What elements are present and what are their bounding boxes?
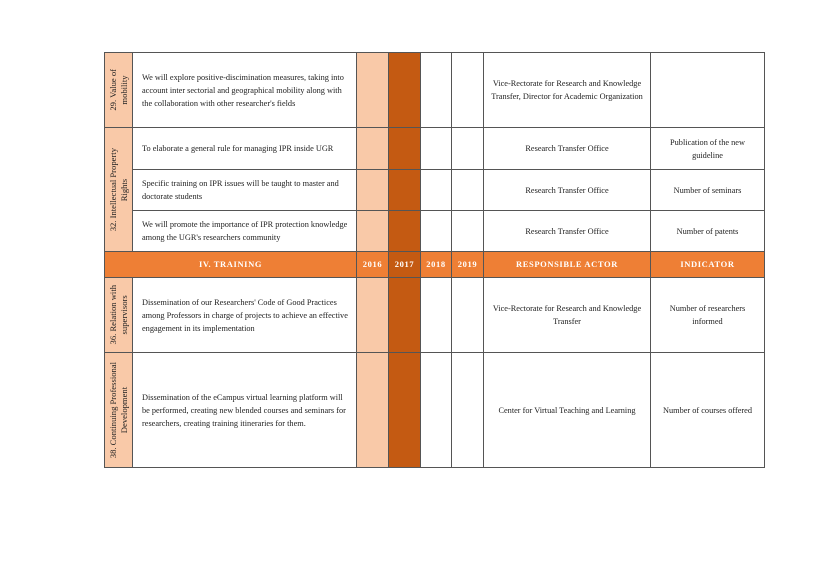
actor-cell: Center for Virtual Teaching and Learning (484, 353, 651, 468)
area-cell (105, 278, 133, 353)
action-plan-table (104, 52, 765, 468)
year-2016-cell (357, 278, 389, 353)
table-row (105, 278, 765, 353)
area-label: 38. Continuing Professional Development (107, 361, 129, 459)
indicator-header: INDICATOR (651, 252, 765, 278)
actor-cell: Research Transfer Office (484, 211, 651, 252)
actor-cell: Research Transfer Office (484, 128, 651, 170)
year-2019-cell (452, 170, 484, 211)
year-2018-cell (421, 53, 452, 128)
year-header-2018: 2018 (421, 252, 452, 278)
area-label: 29. Value of mobility (107, 69, 129, 111)
action-cell: Dissemination of our Researchers' Code of Good Practices among Professors in charge of projects to achieve an effective engagement in its implementation (133, 278, 357, 353)
indicator-cell (651, 53, 765, 128)
year-2016-cell (357, 170, 389, 211)
actor-cell: Vice-Rectorate for Research and Knowledge Transfer, Director for Academic Organization (484, 53, 651, 128)
year-header-2017: 2017 (389, 252, 421, 278)
year-2018-cell (421, 170, 452, 211)
table-row (105, 128, 765, 170)
action-cell: We will promote the importance of IPR protection knowledge among the UGR's researchers community (133, 211, 357, 252)
indicator-cell: Number of courses offered (651, 353, 765, 468)
year-2019-cell (452, 211, 484, 252)
indicator-cell: Number of patents (651, 211, 765, 252)
year-2016-cell (357, 211, 389, 252)
area-cell (105, 128, 133, 252)
year-2016-cell (357, 53, 389, 128)
year-2017-cell (389, 353, 421, 468)
area-label: 32. Intellectual Property Rights (107, 147, 129, 232)
action-cell: We will explore positive-discimination measures, taking into account inter sectorial and geographical mobility along with the collaboration with other researcher's fields (133, 53, 357, 128)
action-cell: Dissemination of the eCampus virtual learning platform will be performed, creating new blended courses and seminars for researchers, creating training itineraries for them. (133, 353, 357, 468)
year-2018-cell (421, 353, 452, 468)
year-2016-cell (357, 353, 389, 468)
year-2019-cell (452, 128, 484, 170)
year-2019-cell (452, 278, 484, 353)
year-2017-cell (389, 128, 421, 170)
table-row (105, 170, 765, 211)
year-2017-cell (389, 53, 421, 128)
year-2017-cell (389, 211, 421, 252)
year-2018-cell (421, 211, 452, 252)
year-header-2019: 2019 (452, 252, 484, 278)
indicator-cell: Publication of the new guideline (651, 128, 765, 170)
year-2019-cell (452, 53, 484, 128)
year-2016-cell (357, 128, 389, 170)
actor-cell: Vice-Rectorate for Research and Knowledge Transfer (484, 278, 651, 353)
actor-header: RESPONSIBLE ACTOR (484, 252, 651, 278)
table-row (105, 211, 765, 252)
section-title: IV. TRAINING (105, 252, 357, 278)
table-row (105, 53, 765, 128)
area-cell (105, 53, 133, 128)
indicator-cell: Number of researchers informed (651, 278, 765, 353)
year-2017-cell (389, 278, 421, 353)
table-row (105, 353, 765, 468)
area-cell (105, 353, 133, 468)
year-2017-cell (389, 170, 421, 211)
section-header-row (105, 252, 765, 278)
year-2019-cell (452, 353, 484, 468)
year-2018-cell (421, 128, 452, 170)
area-label: 36. Relation with supervisors (107, 285, 129, 345)
year-2018-cell (421, 278, 452, 353)
action-cell: To elaborate a general rule for managing IPR inside UGR (133, 128, 357, 170)
action-cell: Specific training on IPR issues will be taught to master and doctorate students (133, 170, 357, 211)
indicator-cell: Number of seminars (651, 170, 765, 211)
year-header-2016: 2016 (357, 252, 389, 278)
actor-cell: Research Transfer Office (484, 170, 651, 211)
